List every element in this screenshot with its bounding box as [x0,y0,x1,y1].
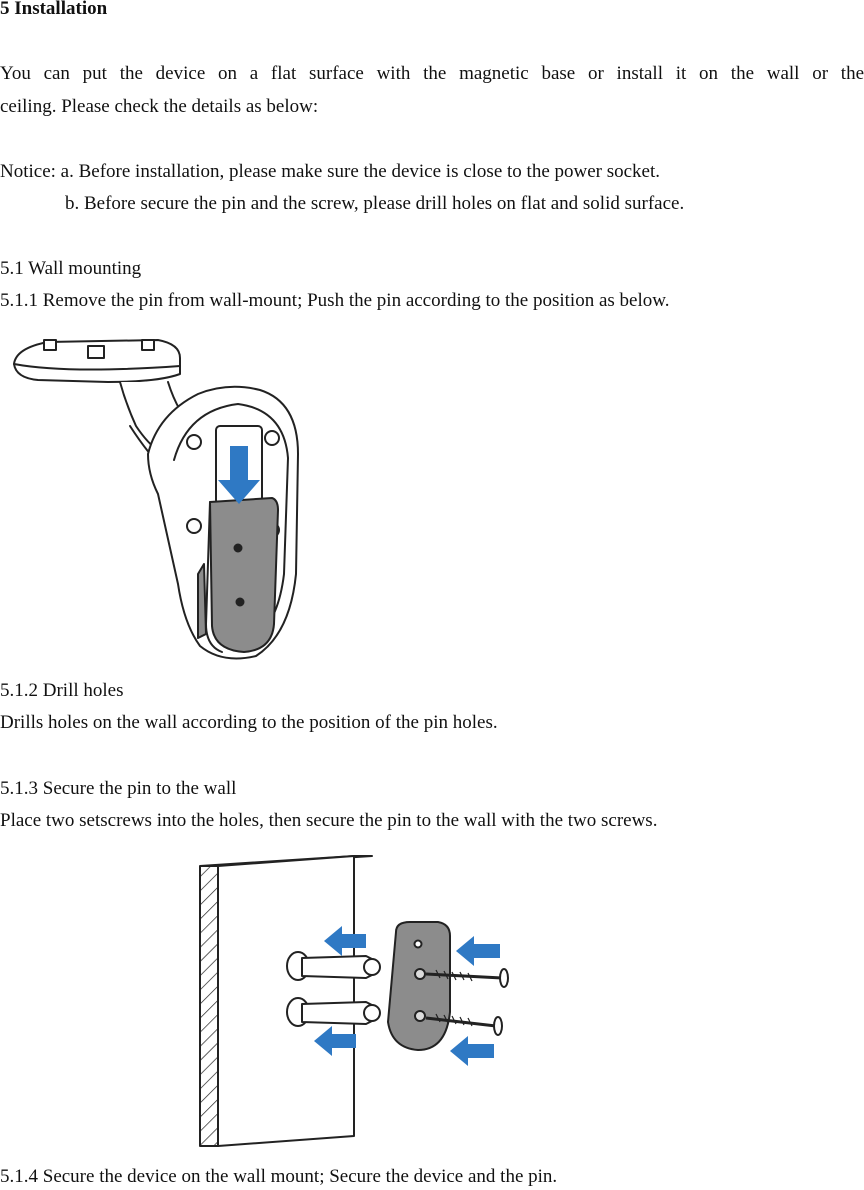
wall-mounting-heading: 5.1 Wall mounting [0,258,142,279]
notice-a: Notice: a. Before installation, please make sure the device is close to the power socket. [0,161,661,182]
section-title: 5 Installation [0,0,108,19]
wall-screws-illustration [196,852,516,1152]
step-5-1-1: 5.1.1 Remove the pin from wall-mount; Push the pin according to the position as below. [0,290,670,311]
step-5-1-3-text: Place two setscrews into the holes, then secure the pin to the wall with the two screws. [0,810,658,831]
step-5-1-2-text: Drills holes on the wall according to the position of the pin holes. [0,712,498,733]
intro-line-2: ceiling. Please check the details as below: [0,96,319,117]
step-5-1-2-title: 5.1.2 Drill holes [0,680,124,701]
step-5-1-3-title: 5.1.3 Secure the pin to the wall [0,778,237,799]
notice-b: b. Before secure the pin and the screw, please drill holes on flat and solid surface. [65,193,685,214]
intro-line-1: You can put the device on a flat surface with the magnetic base or install it on the wall or the [0,63,864,84]
wall-mount-pin-illustration [8,334,308,664]
step-5-1-4: 5.1.4 Secure the device on the wall mount; Secure the device and the pin. [0,1166,558,1187]
